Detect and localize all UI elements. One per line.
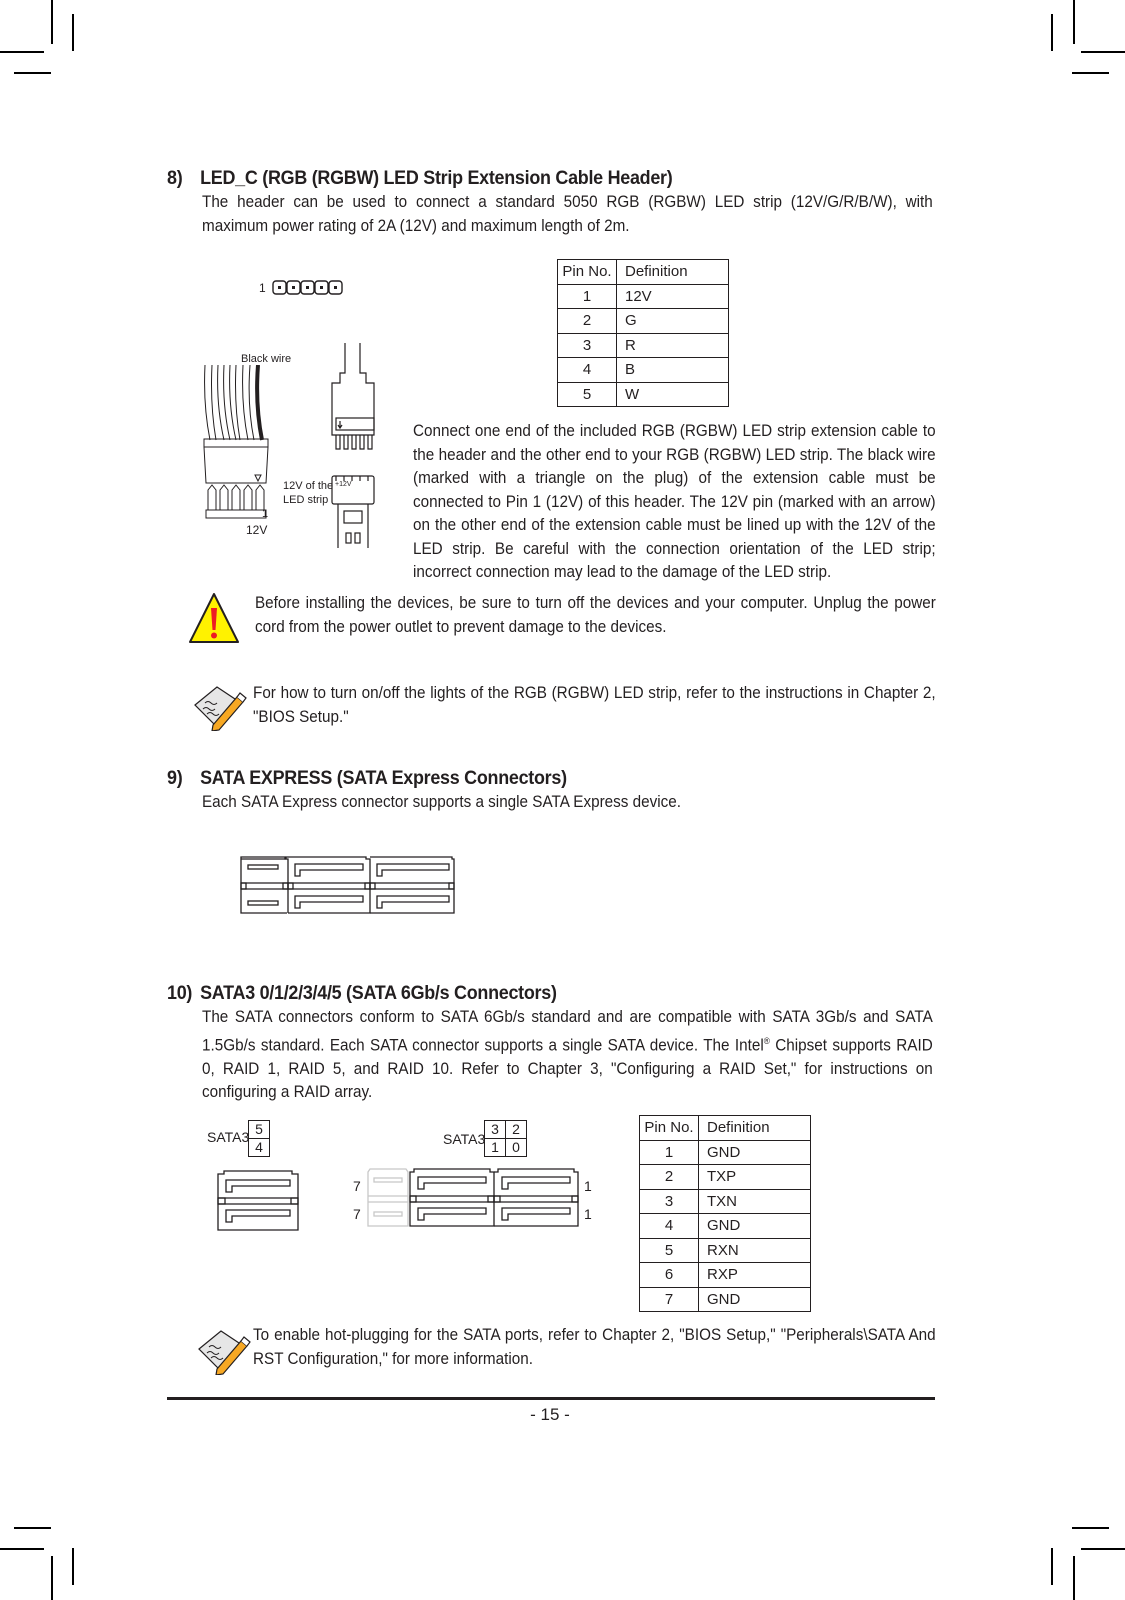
sata-express-intro: Each SATA Express connector supports a single SATA Express device. [202, 793, 682, 811]
warning-text: Before installing the devices, be sure to turn off the devices and your computer. Unplug the power cord from the power outlet to prevent damage to the devices. [255, 594, 936, 636]
sata3-intro: The SATA connectors conform to SATA 6Gb/s standard and are compatible with SATA 3Gb/s and SATA 1.5Gb/s standard. Each SATA connector supports a single SATA device. The Intel® Chipset supports RAID 0, RAID 1, RAID 5, and RAID 10. Refer to Chapter 3, "Configuring a RAID Set," for instructions on configuring a RAID array. [202, 1008, 933, 1101]
section-number: 8) [167, 167, 183, 189]
footer-rule [167, 1397, 935, 1400]
sata3-left-port-box: 5 4 [248, 1120, 270, 1157]
table-row: 3 TXN [640, 1189, 811, 1214]
sata3-left-label: SATA3 [207, 1129, 250, 1145]
sata3-left-connector-icon [214, 1170, 304, 1232]
pin1-top-label: 1 [584, 1178, 592, 1194]
registered-mark: ® [763, 1035, 770, 1046]
sata3-pin-table [639, 1115, 811, 1312]
section-title: SATA3 0/1/2/3/4/5 (SATA 6Gb/s Connectors) [200, 982, 557, 1004]
header-pins-icon [272, 279, 346, 297]
table-header-row: Pin No. Definition [640, 1116, 811, 1141]
table-row: 6 RXP [640, 1263, 811, 1288]
section-heading-led-c [167, 167, 672, 190]
table-row: 4 GND [640, 1214, 811, 1239]
table-row: 1 12V [558, 284, 729, 309]
table-row: 3 R [558, 333, 729, 358]
note-pencil-icon [195, 1327, 253, 1375]
sata3-right-connector-icon [364, 1168, 584, 1230]
plus12v-label: +12V [335, 481, 352, 488]
note-hotplug-text: To enable hot-plugging for the SATA ports, refer to Chapter 2, "BIOS Setup," "Peripherals\SATA And RST Configuration," for more information. [253, 1326, 936, 1368]
pin7-bottom-label: 7 [353, 1206, 361, 1222]
table-row: 1 GND [640, 1140, 811, 1165]
led-c-instructions: Connect one end of the included RGB (RGBW) LED strip extension cable to the header and the other end to your RGB (RGBW) LED strip. The black wire (marked with a triangle on the plug) of the extension cable must be connected to Pin 1 (12V) of this header. The 12V pin (marked with an arrow) on the other end of the extension cable must be lined up with the 12V of the LED strip. Be careful with the connection orientation of the LED strip; incorrect connection may lead to the damage of the LED strip. [413, 422, 936, 581]
strip-label-line1: 12V of the [283, 480, 334, 492]
table-header-row: Pin No. Definition [558, 260, 729, 285]
section-number: 9) [167, 767, 183, 789]
sata-express-connector-icon [238, 855, 458, 917]
table-row: 2 G [558, 309, 729, 334]
pin-one-small-label: 1 [262, 508, 269, 520]
section-heading-sata3 [167, 982, 557, 1005]
sata3-right-port-box: 3 2 1 0 [484, 1120, 527, 1157]
pin1-bottom-label: 1 [584, 1206, 592, 1222]
pin1-label: 1 [259, 281, 266, 295]
warning-triangle-icon [188, 592, 240, 646]
table-row: 2 TXP [640, 1165, 811, 1190]
section-title: LED_C (RGB (RGBW) LED Strip Extension Cable Header) [200, 167, 673, 189]
led-strip-connector-icon [328, 343, 378, 548]
twelve-v-label: 12V [246, 523, 268, 537]
black-wire-label: Black wire [241, 353, 292, 365]
table-row: 4 B [558, 358, 729, 383]
note-bios-text: For how to turn on/off the lights of the RGB (RGBW) LED strip, refer to the instructions in Chapter 2, "BIOS Setup." [253, 684, 936, 726]
led-c-pin-table [557, 259, 729, 407]
pin7-top-label: 7 [353, 1178, 361, 1194]
section-number: 10) [167, 982, 193, 1004]
table-row: 7 GND [640, 1287, 811, 1312]
led-c-intro: The header can be used to connect a standard 5050 RGB (RGBW) LED strip (12V/G/R/B/W), with maximum power rating of 2A (12V) and maximum length of 2m. [202, 193, 933, 235]
table-row: 5 RXN [640, 1238, 811, 1263]
table-row: 5 W [558, 382, 729, 407]
strip-label-line2: LED strip [283, 494, 329, 506]
note-pencil-icon [191, 683, 249, 731]
page-number: - 15 - [530, 1405, 570, 1424]
sata3-right-label: SATA3 [443, 1131, 486, 1147]
section-title: SATA EXPRESS (SATA Express Connectors) [200, 767, 567, 789]
section-heading-sata-express [167, 767, 567, 790]
